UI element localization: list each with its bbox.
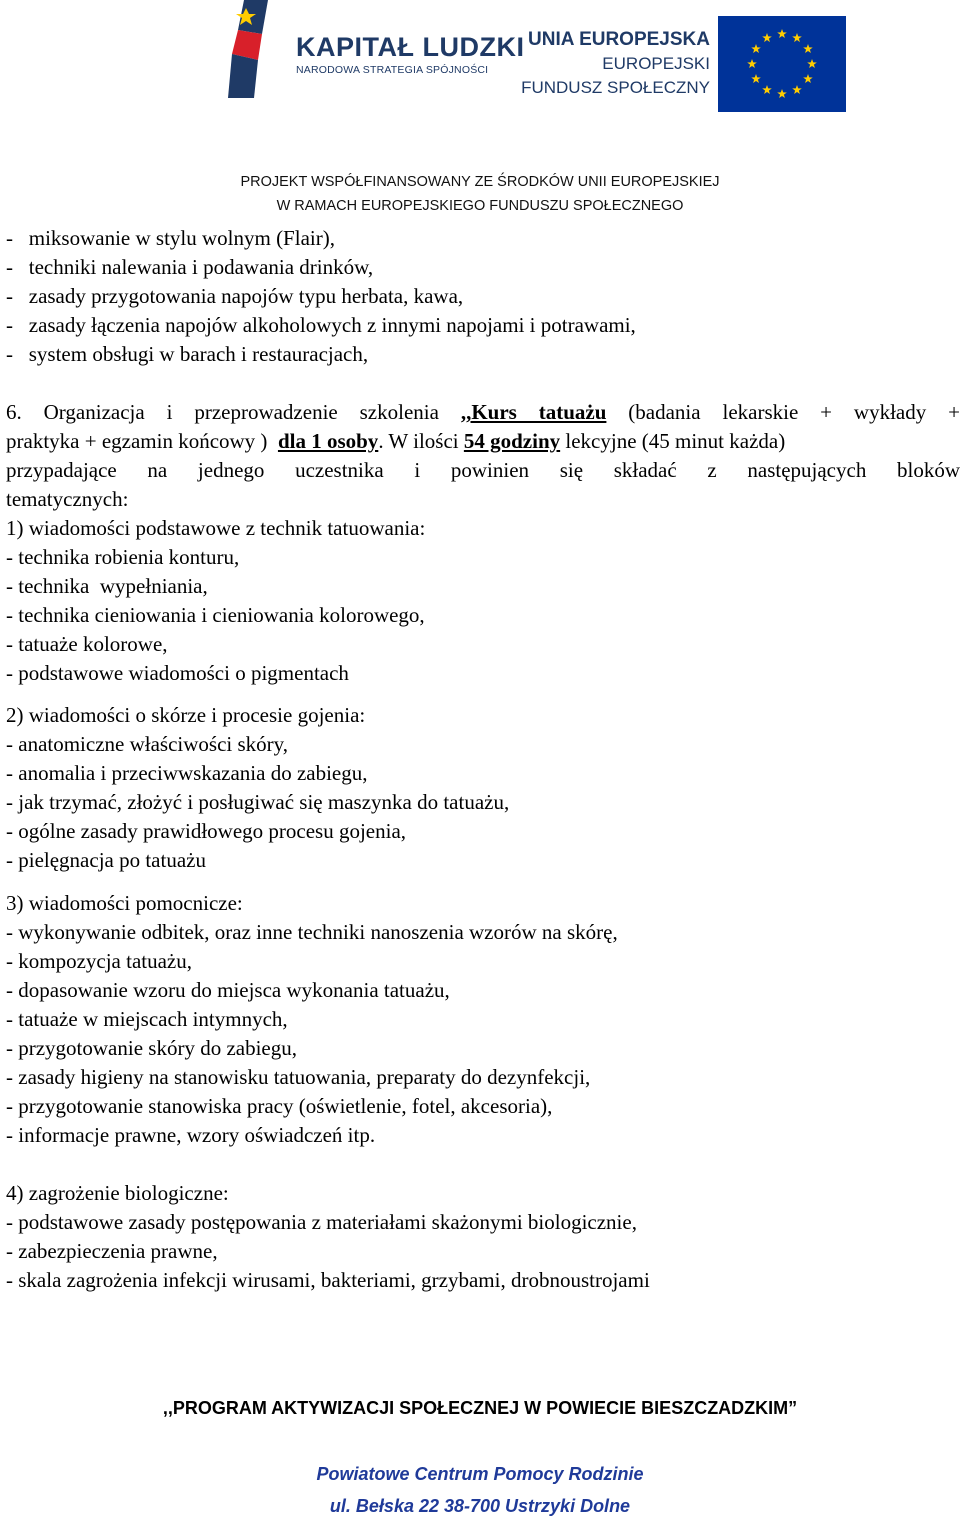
list-item: - technika cieniowania i cieniowania kolorowego, xyxy=(6,603,425,627)
list-item: - system obsługi w barach i restauracjach, xyxy=(6,342,369,366)
section-heading: 4) zagrożenie biologiczne: xyxy=(6,1181,229,1205)
section-heading: 2) wiadomości o skórze i procesie gojenia: xyxy=(6,703,366,727)
footer-address: ul. Bełska 22 38-700 Ustrzyki Dolne xyxy=(329,1496,631,1516)
program-title: ,,PROGRAM AKTYWIZACJI SPOŁECZNEJ W POWIECIE BIESZCZADZKIM” xyxy=(162,1398,798,1418)
list-item: - podstawowe zasady postępowania z materiałami skażonymi biologicznie, xyxy=(6,1210,637,1234)
list-item: - przygotowanie skóry do zabiegu, xyxy=(6,1036,297,1060)
list-item: - zasady łączenia napojów alkoholowych z innymi napojami i potrawami, xyxy=(6,313,636,337)
list-item: - zasady przygotowania napojów typu herbata, kawa, xyxy=(6,284,464,308)
document-header xyxy=(0,0,960,220)
item6-line-1 xyxy=(6,398,960,427)
list-item: - technika wypełniania, xyxy=(6,574,208,598)
footer-organization: Powiatowe Centrum Pomocy Rodzinie xyxy=(316,1464,644,1484)
list-item: - technika robienia konturu, xyxy=(6,545,240,569)
list-item: - tatuaże kolorowe, xyxy=(6,632,168,656)
project-line-1: PROJEKT WSPÓŁFINANSOWANY ZE ŚRODKÓW UNII EUROPEJSKIEJ xyxy=(240,174,720,190)
list-item: - anomalia i przeciwwskazania do zabiegu, xyxy=(6,761,368,785)
list-item: - jak trzymać, złożyć i posługiwać się maszynka do tatuażu, xyxy=(6,790,510,814)
text-span: (badania lekarskie + wykłady + xyxy=(606,400,960,424)
section-heading: 1) wiadomości podstawowe z technik tatuowania: xyxy=(6,516,426,540)
eu-line-1: UNIA EUROPEJSKA xyxy=(528,29,710,50)
kapital-ludzki-title: KAPITAŁ LUDZKI xyxy=(296,32,525,62)
course-name: ,,Kurs tatuażu xyxy=(460,400,607,424)
text-span: 6. Organizacja i przeprowadzenie szkolenia xyxy=(6,400,461,424)
list-item: - wykonywanie odbitek, oraz inne techniki nanoszenia wzorów na skórę, xyxy=(6,920,618,944)
eu-line-2: EUROPEJSKI xyxy=(602,54,710,73)
list-item: - anatomiczne właściwości skóry, xyxy=(6,732,289,756)
list-item: - podstawowe wiadomości o pigmentach xyxy=(6,661,349,685)
kapital-ludzki-logo-icon xyxy=(228,0,278,98)
project-line-2: W RAMACH EUROPEJSKIEGO FUNDUSZU SPOŁECZNEGO xyxy=(276,198,684,214)
list-item: - miksowanie w stylu wolnym (Flair), xyxy=(6,226,335,250)
list-item: - przygotowanie stanowiska pracy (oświetlenie, fotel, akcesoria), xyxy=(6,1094,553,1118)
hours-count: 54 godziny xyxy=(463,429,561,453)
project-notice xyxy=(160,170,800,218)
list-item: - dopasowanie wzoru do miejsca wykonania tatuażu, xyxy=(6,978,450,1002)
list-item: - kompozycja tatuażu, xyxy=(6,949,193,973)
item6-line-4: tematycznych: xyxy=(6,487,129,511)
list-item: - tatuaże w miejscach intymnych, xyxy=(6,1007,288,1031)
section-heading: 3) wiadomości pomocnicze: xyxy=(6,891,243,915)
eu-line-3: FUNDUSZ SPOŁECZNY xyxy=(521,78,710,97)
list-item: - ogólne zasady prawidłowego procesu gojenia, xyxy=(6,819,407,843)
list-item: - zabezpieczenia prawne, xyxy=(6,1239,218,1263)
item6-line-3: przypadające na jednego uczestnika i powinien się składać z następujących bloków xyxy=(6,458,960,482)
text-span: lekcyjne (45 minut każda) xyxy=(560,429,786,453)
kapital-ludzki-subtitle: NARODOWA STRATEGIA SPÓJNOŚCI xyxy=(296,64,489,76)
eu-text-block xyxy=(520,28,710,100)
list-item: - zasady higieny na stanowisku tatuowania, preparaty do dezynfekcji, xyxy=(6,1065,591,1089)
list-item: - skala zagrożenia infekcji wirusami, bakteriami, grzybami, drobnoustrojami xyxy=(6,1268,650,1292)
eu-flag-icon xyxy=(718,16,846,112)
participants-count: dla 1 osoby xyxy=(277,429,379,453)
list-item: - pielęgnacja po tatuażu xyxy=(6,848,206,872)
text-span: praktyka + egzamin końcowy ) xyxy=(6,429,278,453)
list-item: - techniki nalewania i podawania drinków, xyxy=(6,255,374,279)
item6-line-2 xyxy=(6,427,960,456)
list-item: - informacje prawne, wzory oświadczeń itp. xyxy=(6,1123,376,1147)
text-span: . W ilości xyxy=(378,429,464,453)
